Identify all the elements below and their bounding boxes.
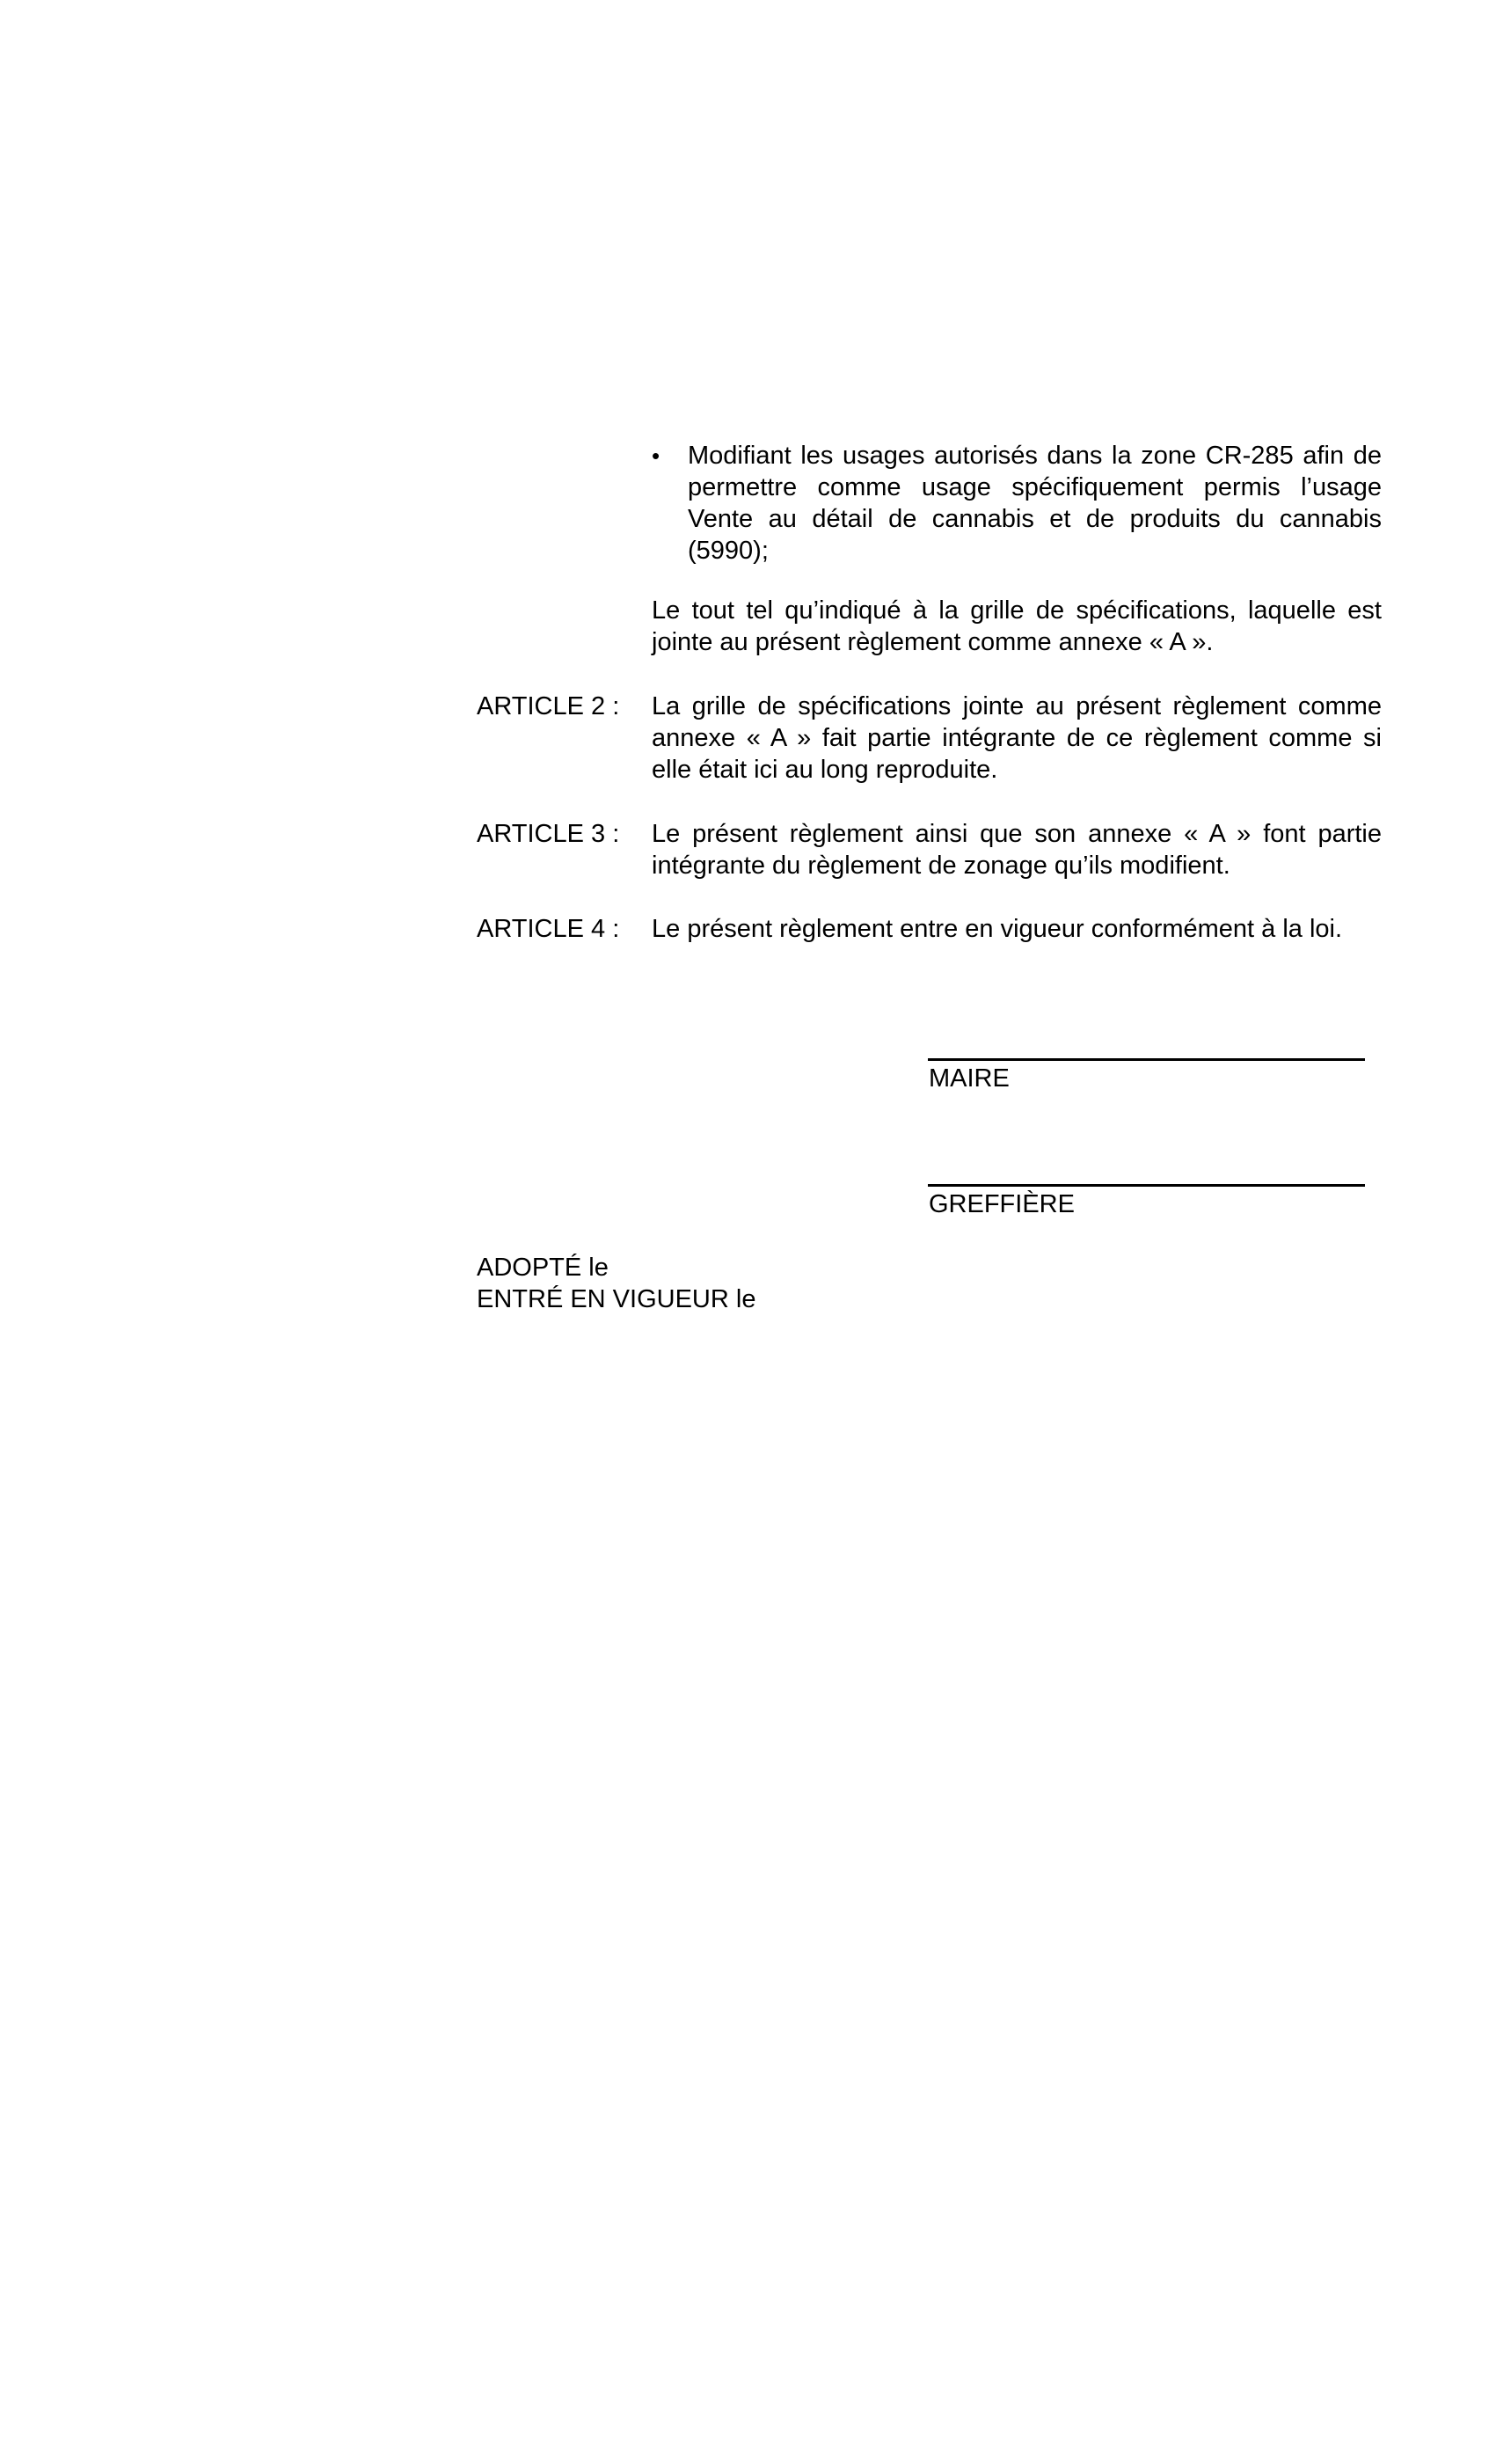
article-2-label: ARTICLE 2 :	[477, 692, 620, 720]
article-3-text: Le présent règlement ainsi que son annexe « A » font partie intégrante du règlement de zonage qu’ils modifient.	[652, 820, 1382, 880]
clerk-signature-line	[928, 1184, 1365, 1187]
bullet-marker: •	[652, 442, 660, 469]
article-4-text: Le présent règlement entre en vigueur conformément à la loi.	[652, 915, 1343, 943]
article-4-label: ARTICLE 4 :	[477, 915, 620, 943]
summary-paragraph: Le tout tel qu’indiqué à la grille de spécifications, laquelle est jointe au présent règlement comme annexe « A ».	[652, 596, 1382, 656]
article-3-label: ARTICLE 3 :	[477, 820, 620, 848]
mayor-signature-line	[928, 1058, 1365, 1061]
article-2-text: La grille de spécifications jointe au présent règlement comme annexe « A » fait partie intégrante de ce règlement comme si elle était ici au long reproduite.	[652, 692, 1382, 784]
mayor-label: MAIRE	[929, 1064, 1010, 1093]
bullet-text: Modifiant les usages autorisés dans la zone CR-285 afin de permettre comme usage spécifiquement permis l’usage Vente au détail de cannabis et de produits du cannabis (5990);	[688, 442, 1382, 565]
clerk-label: GREFFIÈRE	[929, 1190, 1075, 1218]
adopted-line: ADOPTÉ le	[477, 1254, 609, 1282]
in-force-line: ENTRÉ EN VIGUEUR le	[477, 1285, 756, 1313]
bullet-item	[652, 440, 1382, 567]
